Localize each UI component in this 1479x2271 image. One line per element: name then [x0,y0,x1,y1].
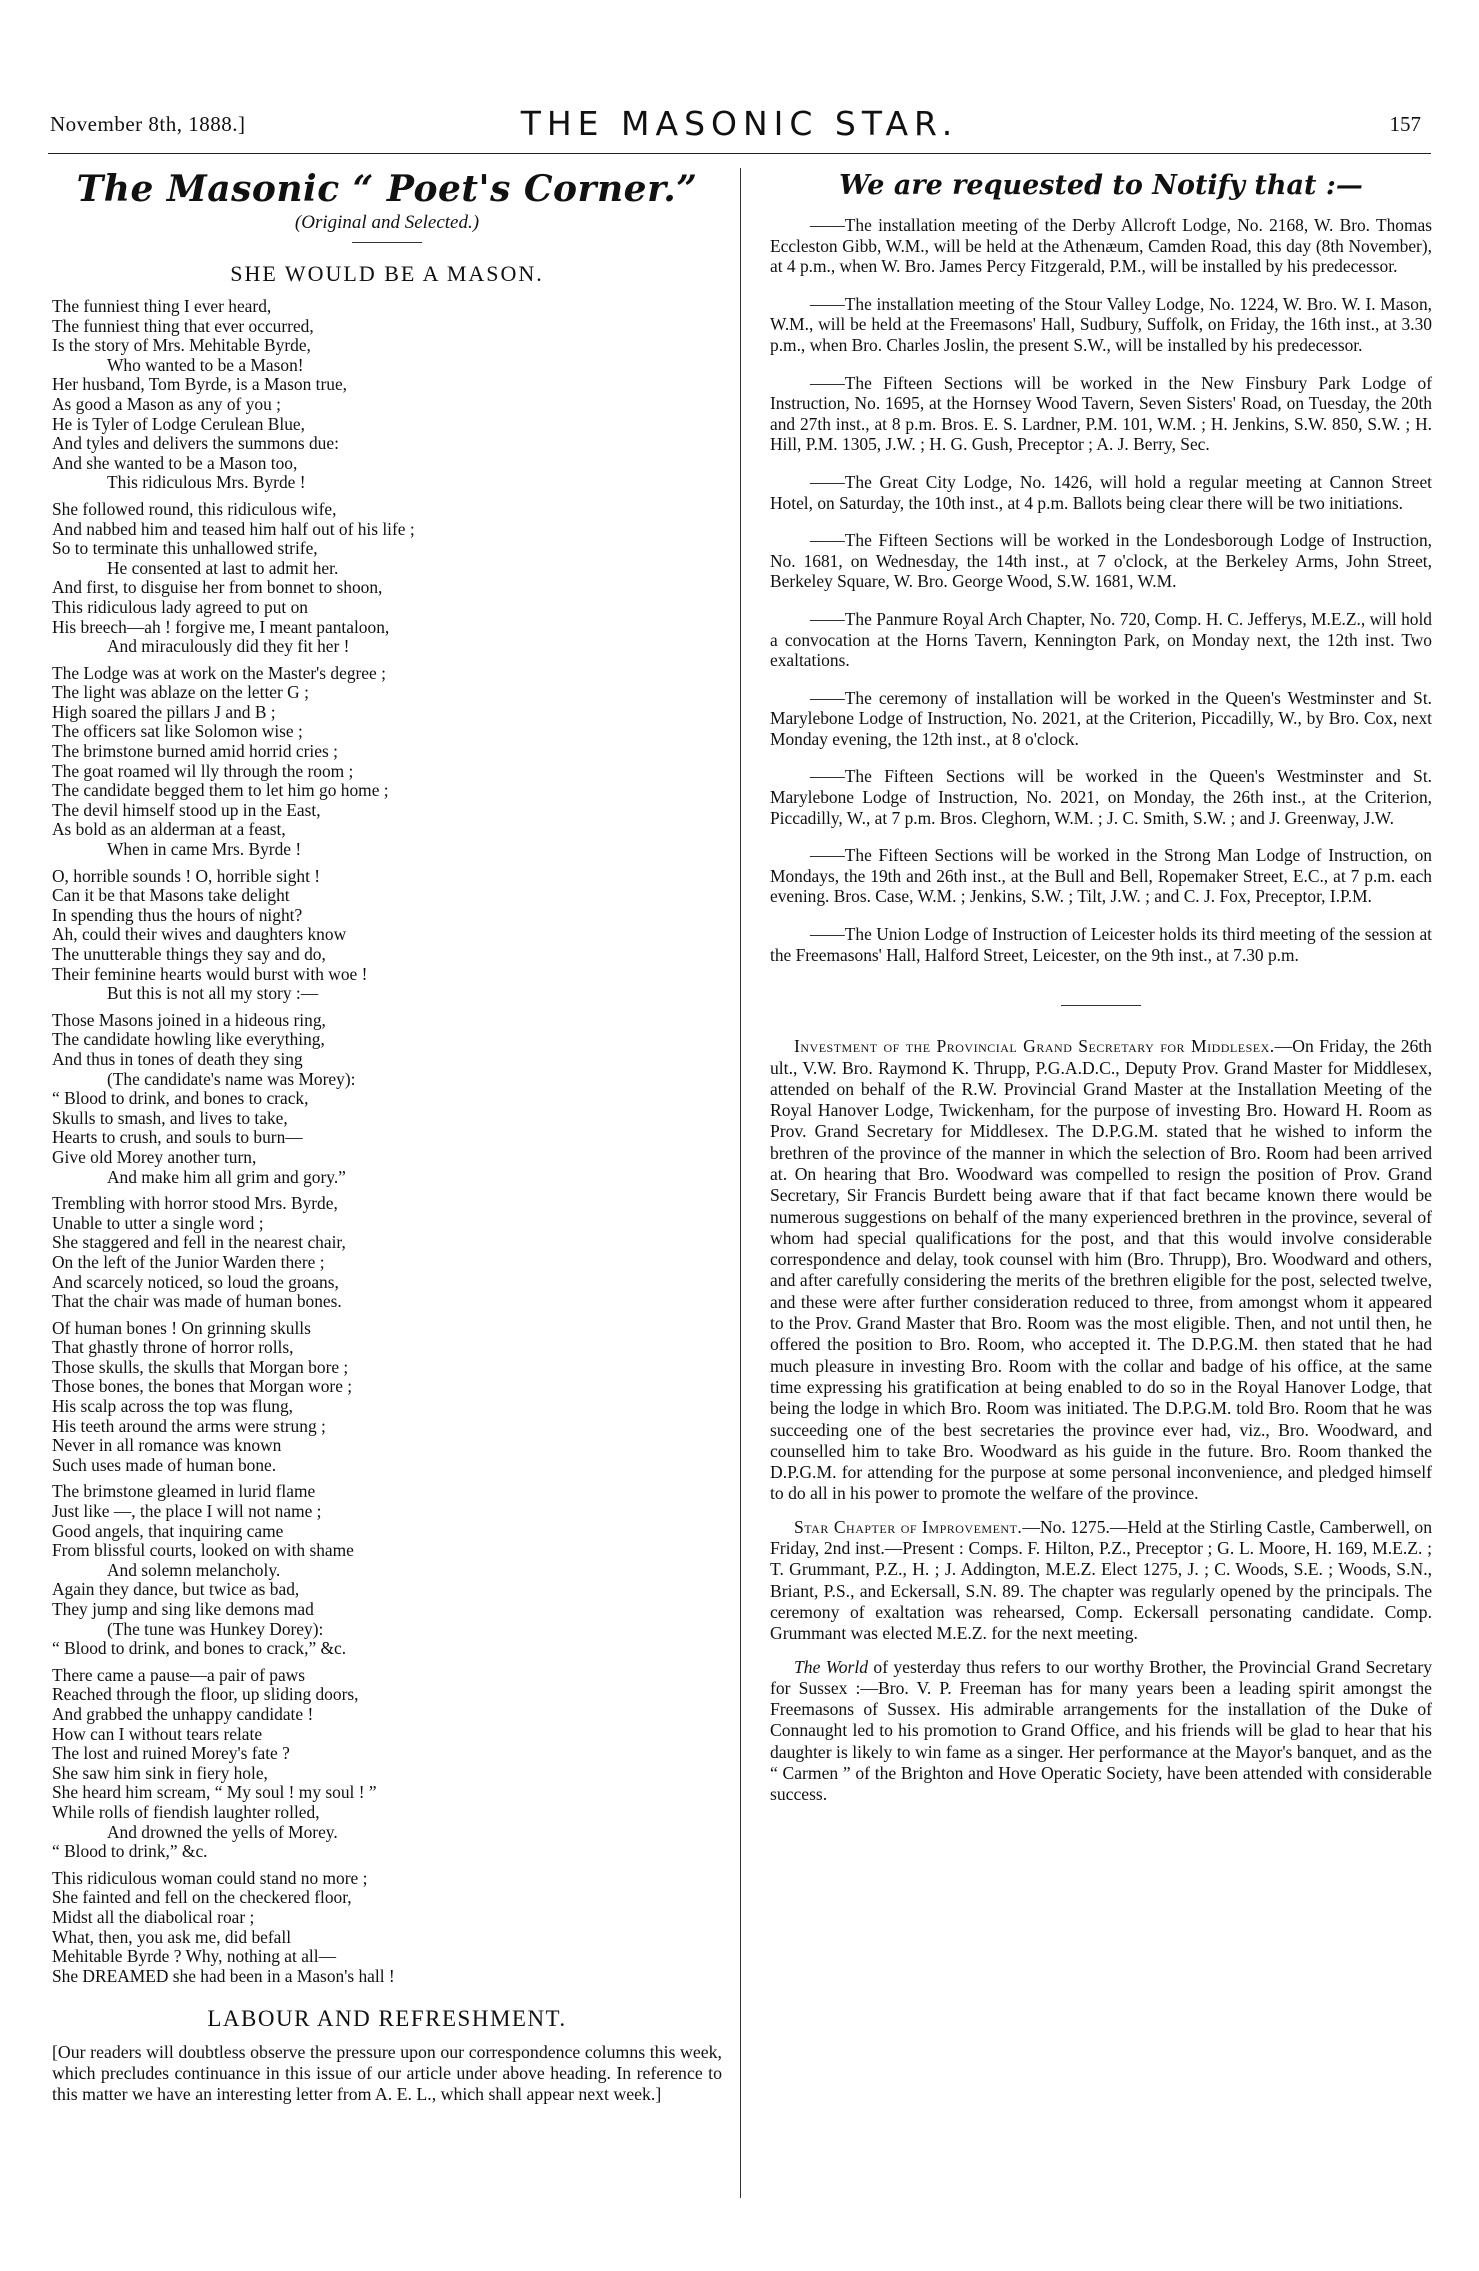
poem-line: Can it be that Masons take delight [52,885,290,906]
poem-line: They jump and sing like demons mad [52,1599,314,1619]
poem-line: As good a Mason as any of you ; [52,393,281,414]
poem-line: Never in all romance was known [52,1435,282,1456]
notice-item: ——The Fifteen Sections will be worked in the New Finsbury Park Lodge of Instruction, No. 1695, at the Hornsey Wood Tavern, Seven Sisters' Road, on Tuesday, the 20th and 27th inst., at 8 p.m. Bros. E. S. Lardner, P.M. 101, W.M. ; H. Jenkins, S.W. 850, S.W. ; H. Hill, P.M. 1305, J.W. ; H. G. Gush, Preceptor ; A. J. Berry, Sec. [770,372,1432,455]
notices-list [770,215,1432,965]
poem-line: And drowned the yells of Morey. [107,1821,338,1842]
poem-line: Midst all the diabolical roar ; [52,1906,255,1927]
header-rule [48,153,1431,154]
poem-line: How can I without tears relate [52,1723,263,1744]
poem-stanza [52,1666,722,1862]
poem-line: (The candidate's name was Morey): [107,1068,356,1089]
poem-line: The unutterable things they say and do, [52,944,326,964]
poem-line: Ah, could their wives and daughters know [52,924,347,945]
poem-title: SHE WOULD BE A MASON. [230,261,544,286]
poem-line: This ridiculous Mrs. Byrde ! [107,472,306,493]
poem-line: And tyles and delivers the summons due: [52,433,339,454]
running-head [0,0,1479,150]
poem-line: Good angels, that inquiring came [52,1520,284,1541]
poem-line: And first, to disguise her from bonnet to shoon, [52,577,383,598]
poem-line: O, horrible sounds ! O, horrible sight ! [52,865,321,886]
editor-note: [Our readers will doubtless observe the pressure upon our correspondence columns this week, which precludes continuance in this issue of our article under above heading. In reference to this matter we have an interesting letter from A. E. L., which shall appear next week.] [52,2042,722,2105]
poem-line: Those bones, the bones that Morgan wore ; [52,1376,353,1397]
poem-line: He is Tyler of Lodge Cerulean Blue, [52,413,305,434]
poem-line: (The tune was Hunkey Dorey): [107,1618,324,1639]
notice-item: ——The installation meeting of the Stour Valley Lodge, No. 1224, W. Bro. W. I. Mason, W.M., will be held at the Freemasons' Hall, Sudbury, Suffolk, on Friday, the 16th inst., at 3.30 p.m., when Bro. Charles Joslin, the present S.W., will be installed by his predecessor. [770,293,1432,355]
star-chapter-report [770,1517,1432,1645]
poem-line: Such uses made of human bone. [52,1454,277,1475]
report-body: —On Friday, the 26th ult., V.W. Bro. Raymond K. Thrupp, P.G.A.D.C., Deputy Prov. Grand Master for Middlesex, attended on behalf of the R.W. Provincial Grand Master at the Installation Meeting of the Royal Hanover Lodge, Twickenham, for the purpose of investing Bro. Howard H. Room as Prov. Grand Secretary for Middlesex. The D.P.G.M. stated that he wished to inform the brethren of the province of the manner in which the selection of Bro. Room had been arrived at. On hearing that Bro. Woodward was compelled to resign the position of Prov. Grand Secretary, Sir Francis Burdett being aware that if that fact became known there would be numerous suggestions on behalf of the many experienced brethren in the province, several of whom had special qualifications for the post, and that this would involve considerable correspondence and delay, took counsel with him (Bro. Thrupp), Bro. Woodward and others, and after carefully considering the merits of the brethren eligible for the post, selected twelve, and these were after further consideration reduced to three, from amongst whom it appeared to the Prov. Grand Master that Bro. Room was the most eligible. Then, and not until then, he offered the position to Bro. Room, who accepted it. The D.P.G.M. then stated that he had much pleasure in investing Bro. Room with the collar and badge of his office, at the same time expressing his gratification at being enabled to do so in the Royal Hanover Lodge, that being the lodge in which Bro. Room was initiated. The D.P.G.M. told Bro. Room that he was succeeding one of the best secretaries the province ever had, viz., Bro. Woodward, and counselled him to take Bro. Woodward as his guide in the future. Bro. Room thanked the D.P.G.M. for attending for the purpose at some personal inconvenience, and pledged himself to do all in his power to promote the welfare of the province. [770,1036,1432,1504]
poem-line: So to terminate this unhallowed strife, [52,538,318,559]
poem-line: And grabbed the unhappy candidate ! [52,1703,314,1724]
poem-line: Again they dance, but twice as bad, [52,1579,300,1600]
poem-line: “ Blood to drink, and bones to crack,” &c. [52,1638,347,1659]
notice-item: ——The Great City Lodge, No. 1426, will hold a regular meeting at Cannon Street Hotel, on Saturday, the 10th inst., at 4 p.m. Ballots being clear there will be two initiations. [770,471,1432,513]
poets-corner-subtitle: (Original and Selected.) [294,212,480,233]
report-lead: Investment of the Provincial Grand Secretary for Middlesex. [794,1036,1275,1057]
issue-date: November 8th, 1888.] [50,112,246,136]
poem-line: His scalp across the top was flung, [52,1396,294,1417]
page-number: 157 [1389,112,1421,136]
poem-line: The goat roamed wil lly through the room ; [52,760,354,781]
poem-line: And solemn melancholy. [107,1559,281,1580]
poem-line: And miraculously did they fit her ! [107,636,350,657]
poem-line: In spending thus the hours of night? [52,904,303,925]
report-lead: The World [794,1656,869,1677]
poem-line: And thus in tones of death they sing [52,1048,303,1069]
poem-line: That the chair was made of human bones. [52,1291,342,1312]
poem-line: The funniest thing that ever occurred, [52,315,314,336]
poem-line: Of human bones ! On grinning skulls [52,1317,311,1338]
poem-line: Those skulls, the skulls that Morgan bore ; [52,1356,349,1377]
poem-line: And scarcely noticed, so loud the groans, [52,1271,339,1292]
report-body: —No. 1275.—Held at the Stirling Castle, Camberwell, on Friday, 2nd inst.—Present : Comps. F. Hilton, P.Z., Preceptor ; G. L. Moore, H. 169, M.E.Z. ; T. Grummant, P.Z., H. ; J. Addington, M.E.Z. Elect 1275, J. ; C. Woods, S.E. ; Woods, S.N., Briant, P.S., and Eckersall, S.N. 89. The chapter was regularly opened by the principals. The ceremony of exaltation was rehearsed, Comp. Eckersall personating candidate. Comp. Grummant was elected M.E.Z. for the next meeting. [770,1516,1433,1644]
poem-line: Those Masons joined in a hideous ring, [52,1009,326,1030]
notice-item: ——The installation meeting of the Derby Allcroft Lodge, No. 2168, W. Bro. Thomas Eccleston Gibb, W.M., will be held at the Athenæum, Camden Road, this day (8th November), at 4 p.m., when W. Bro. James Percy Fitzgerald, P.M., will be installed by his predecessor. [770,215,1432,277]
right-column [770,168,1432,1818]
poem-line: The brimstone gleamed in lurid flame [52,1481,316,1502]
divider [1061,1005,1141,1006]
notices-heading: We are requested to Notify that :— [839,170,1363,201]
poem-stanza [52,500,722,657]
poem-line: The light was ablaze on the letter G ; [52,682,309,703]
poem-line: As bold as an alderman at a feast, [52,819,286,840]
poem-line: She followed round, this ridiculous wife, [52,498,337,519]
poem-line: The brimstone burned amid horrid cries ; [52,741,338,762]
poem-line: And make him all grim and gory.” [107,1166,346,1187]
poem-line: He consented at last to admit her. [107,557,339,578]
poem-line: Who wanted to be a Mason! [107,354,304,375]
poem-line: Reached through the floor, up sliding doors, [52,1684,359,1705]
poets-corner-heading: The Masonic “ Poet's Corner.” [76,168,698,210]
poem-stanza [52,1482,722,1658]
notice-item: ——The Fifteen Sections will be worked in the Londesborough Lodge of Instruction, No. 1681, on Wednesday, the 14th inst., at 7 o'clock, at the Berkeley Arms, John Street, Berkeley Square, W. Bro. George Wood, S.W. 1681, W.M. [770,530,1432,592]
poem-line: That ghastly throne of horror rolls, [52,1337,294,1358]
poem-line: From blissful courts, looked on with shame [52,1540,354,1561]
poem-line: On the left of the Junior Warden there ; [52,1251,325,1272]
notice-item: ——The Union Lodge of Instruction of Leicester holds its third meeting of the session at the Freemasons' Hall, Halford Street, Leicester, on the 9th inst., at 7.30 p.m. [770,924,1432,965]
poem-body [52,297,722,1986]
poem-line: His breech—ah ! forgive me, I meant pantaloon, [52,616,390,637]
left-column [52,168,722,2105]
poem-stanza [52,1869,722,1987]
notice-item: ——The Fifteen Sections will be worked in the Queen's Westminster and St. Marylebone Lodge of Instruction, No. 2021, on Monday, the 26th inst., at the Criterion, Piccadilly, W., at 7 p.m. Bros. Cleghorn, W.M. ; J. C. Smith, S.W. ; and J. Greenway, J.W. [770,766,1432,828]
column-divider [740,168,741,2198]
poem-line: She staggered and fell in the nearest chair, [52,1232,346,1253]
poem-line: Mehitable Byrde ? Why, nothing at all— [52,1946,336,1967]
poem-line: Her husband, Tom Byrde, is a Mason true, [52,374,348,395]
poem-line: And nabbed him and teased him half out of his life ; [52,518,415,539]
poem-line: She fainted and fell on the checkered floor, [52,1887,352,1908]
poem-line: The candidate begged them to let him go home ; [52,780,389,801]
poem-line: What, then, you ask me, did befall [52,1926,292,1947]
poem-line: Give old Morey another turn, [52,1146,257,1167]
poem-line: But this is not all my story :— [107,983,319,1004]
world-report [770,1657,1432,1806]
poem-line: The lost and ruined Morey's fate ? [52,1743,290,1764]
poem-line: The officers sat like Solomon wise ; [52,721,303,742]
poem-line: The devil himself stood up in the East, [52,799,321,820]
notice-item: ——The ceremony of installation will be worked in the Queen's Westminster and St. Marylebone Lodge of Instruction, No. 2021, at the Criterion, Piccadilly, W., by Bro. Cox, next Monday evening, the 12th inst., at 8 o'clock. [770,687,1432,749]
poem-line: High soared the pillars J and B ; [52,701,276,722]
investment-report [770,1036,1432,1505]
poem-line: There came a pause—a pair of paws [52,1664,306,1685]
poem-line: Just like —, the place I will not name ; [52,1501,322,1522]
publication-title: THE MASONIC STAR. [520,104,959,143]
poem-stanza [52,1194,722,1312]
poem-line: She heard him scream, “ My soul ! my soul ! ” [52,1782,377,1803]
divider [352,242,422,243]
report-body: of yesterday thus refers to our worthy Brother, the Provincial Grand Secretary for Sussex :—Bro. V. P. Freeman has for many years been a leading spirit amongst the Freemasons of Sussex. His admirable arrangements for the installation of the Duke of Connaught led to his promotion to Grand Office, and his friends will be glad to hear that his daughter is likely to win fame as a singer. Her performance at the Mayor's banquet, and as the “ Carmen ” of the Brighton and Hove Operatic Society, have been attended with considerable success. [770,1656,1432,1805]
poem-line: The funniest thing I ever heard, [52,296,272,316]
poem-line: Trembling with horror stood Mrs. Byrde, [52,1193,338,1214]
poem-line: This ridiculous woman could stand no more ; [52,1867,368,1888]
poem-stanza [52,664,722,860]
poem-line: “ Blood to drink,” &c. [52,1841,208,1862]
poem-line: “ Blood to drink, and bones to crack, [52,1088,309,1109]
poem-line: Their feminine hearts would burst with woe ! [52,963,368,984]
poem-line: The candidate howling like everything, [52,1029,325,1050]
poem-line: The Lodge was at work on the Master's degree ; [52,662,386,683]
report-lead: Star Chapter of Improvement. [794,1516,1023,1537]
poem-line: While rolls of fiendish laughter rolled, [52,1801,320,1822]
poem-line: Hearts to crush, and souls to burn— [52,1127,303,1148]
poem-line: Skulls to smash, and lives to take, [52,1107,288,1128]
poem-line: She DREAMED she had been in a Mason's hall ! [52,1965,395,1986]
poem-line: This ridiculous lady agreed to put on [52,596,308,617]
poem-stanza [52,297,722,493]
notice-item: ——The Fifteen Sections will be worked in the Strong Man Lodge of Instruction, on Mondays, the 19th and 26th inst., at the Bull and Bell, Ropemaker Street, E.C., at 7 p.m. each evening. Bros. Case, W.M. ; Jenkins, S.W. ; Tilt, J.W. ; and C. J. Fox, Preceptor, I.P.M. [770,845,1432,907]
section-title: LABOUR AND REFRESHMENT. [207,2006,567,2032]
poem-line: His teeth around the arms were strung ; [52,1415,326,1436]
poem-stanza [52,1319,722,1476]
poem-line: Is the story of Mrs. Mehitable Byrde, [52,335,311,356]
poem-line: And she wanted to be a Mason too, [52,452,298,473]
poem-stanza [52,867,722,1004]
notice-item: ——The Panmure Royal Arch Chapter, No. 720, Comp. H. C. Jefferys, M.E.Z., will hold a convocation at the Horns Tavern, Kennington Park, on Monday next, the 12th inst. Two exaltations. [770,608,1432,671]
poem-line: When in came Mrs. Byrde ! [107,839,302,860]
poem-stanza [52,1011,722,1187]
poem-line: Unable to utter a single word ; [52,1212,264,1233]
poem-line: She saw him sink in fiery hole, [52,1762,268,1783]
